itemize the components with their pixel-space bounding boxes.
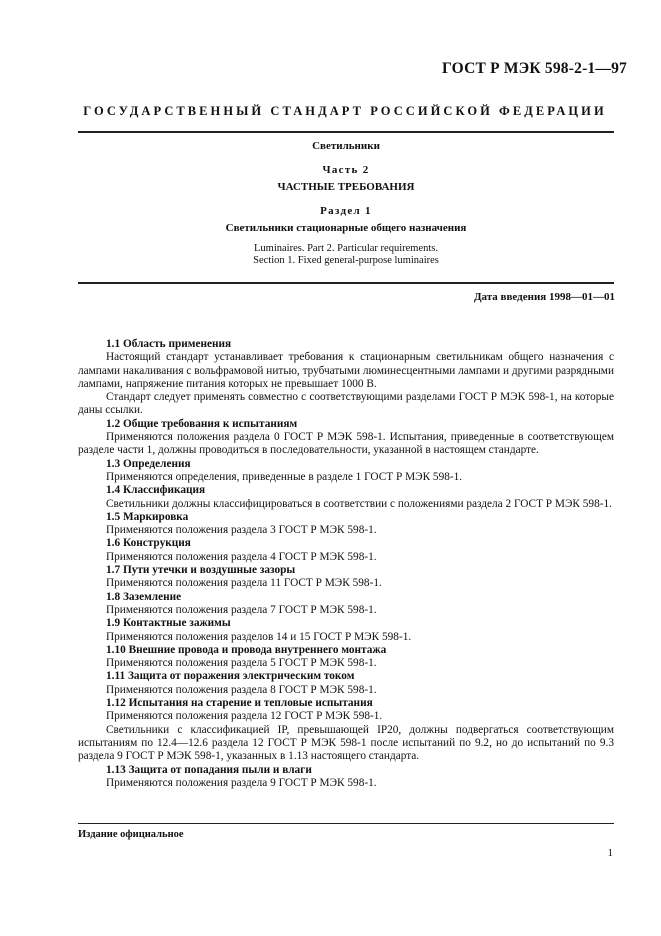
part-label: Часть 2 [322,164,370,176]
section-paragraph: Стандарт следует применять совместно с соответствующими разделами ГОСТ Р МЭК 598-1, на которые даны ссылки. [78,391,614,417]
section-heading: 1.9 Контактные зажимы [106,617,231,630]
section-heading: 1.5 Маркировка [106,510,189,523]
section-paragraph: Применяются положения раздела 11 ГОСТ Р МЭК 598-1. [106,577,382,590]
section-heading: 1.4 Классификация [106,484,206,497]
page-number: 1 [607,847,613,859]
section-paragraph: Светильники должны классифицироваться в соответствии с положениями раздела 2 ГОСТ Р МЭК 598-1. [106,497,612,510]
official-edition-note: Издание официальное [78,829,184,840]
english-title-line-2: Section 1. Fixed general-purpose luminaires [253,255,439,266]
section-paragraph: Применяются положения раздела 7 ГОСТ Р МЭК 598-1. [106,603,377,616]
section-paragraph: Применяются положения раздела 8 ГОСТ Р МЭК 598-1. [106,683,377,696]
state-standard-title: ГОСУДАРСТВЕННЫЙ СТАНДАРТ РОССИЙСКОЙ ФЕДЕРАЦИИ [83,104,607,118]
top-rule [78,131,614,133]
document-body [78,338,614,790]
section-heading: 1.10 Внешние провода и провода внутреннего монтажа [106,643,387,656]
document-main-title: Светильники [312,140,380,152]
section-label: Раздел 1 [320,205,372,217]
section-heading: 1.12 Испытания на старение и тепловые испытания [106,697,373,710]
section-heading: 1.7 Пути утечки и воздушные зазоры [106,564,296,577]
section-heading: 1.6 Конструкция [106,537,191,550]
part-title: ЧАСТНЫЕ ТРЕБОВАНИЯ [277,181,415,193]
section-paragraph: Применяются положения раздела 4 ГОСТ Р МЭК 598-1. [106,550,377,563]
section-paragraph: Применяются положения раздела 0 ГОСТ Р МЭК 598-1. Испытания, приведенные в соответствующем разделе части 1, должны проводиться в последовательности, указанной в настоящем стандарте. [78,431,614,457]
footer-rule [78,823,614,824]
section-heading: 1.1 Область применения [106,338,232,350]
section-heading: 1.2 Общие требования к испытаниям [106,417,298,430]
title-bottom-rule [78,282,614,284]
section-paragraph: Настоящий стандарт устанавливает требования к стационарным светильникам общего назначения с лампами накаливания с вольфрамовой нитью, трубчатыми люминесцентными лампами и другими разрядными лампами, напряжение питания которых не превышает 1000 В. [78,351,614,390]
section-paragraph: Применяются положения раздела 3 ГОСТ Р МЭК 598-1. [106,524,377,537]
section-paragraph: Применяются положения разделов 14 и 15 ГОСТ Р МЭК 598-1. [106,630,412,643]
section-paragraph: Светильники с классификацией IP, превышающей IP20, должны подвергаться соответствующим испытаниям по 12.4—12.6 раздела 12 ГОСТ Р МЭК 598-1 после испытаний по 9.2, но до испытаний по 9.3 раздела 9 ГОСТ Р МЭК 598-1, указанных в 1.13 настоящего стандарта. [78,723,614,763]
english-title-line-1: Luminaires. Part 2. Particular requirements. [254,243,438,254]
introduction-date: Дата введения 1998—01—01 [473,291,615,303]
section-title: Светильники стационарные общего назначения [225,222,467,234]
section-heading: 1.13 Защита от попадания пыли и влаги [106,763,312,776]
section-heading: 1.8 Заземление [106,590,182,603]
section-paragraph: Применяются определения, приведенные в разделе 1 ГОСТ Р МЭК 598-1. [106,470,463,483]
gost-code: ГОСТ Р МЭК 598-2-1—97 [441,60,627,77]
section-heading: 1.3 Определения [106,457,191,470]
section-paragraph: Применяются положения раздела 12 ГОСТ Р МЭК 598-1. [106,710,383,723]
section-paragraph: Применяются положения раздела 9 ГОСТ Р МЭК 598-1. [106,776,377,789]
section-heading: 1.11 Защита от поражения электрическим током [106,670,355,683]
section-paragraph: Применяются положения раздела 5 ГОСТ Р МЭК 598-1. [106,657,377,670]
